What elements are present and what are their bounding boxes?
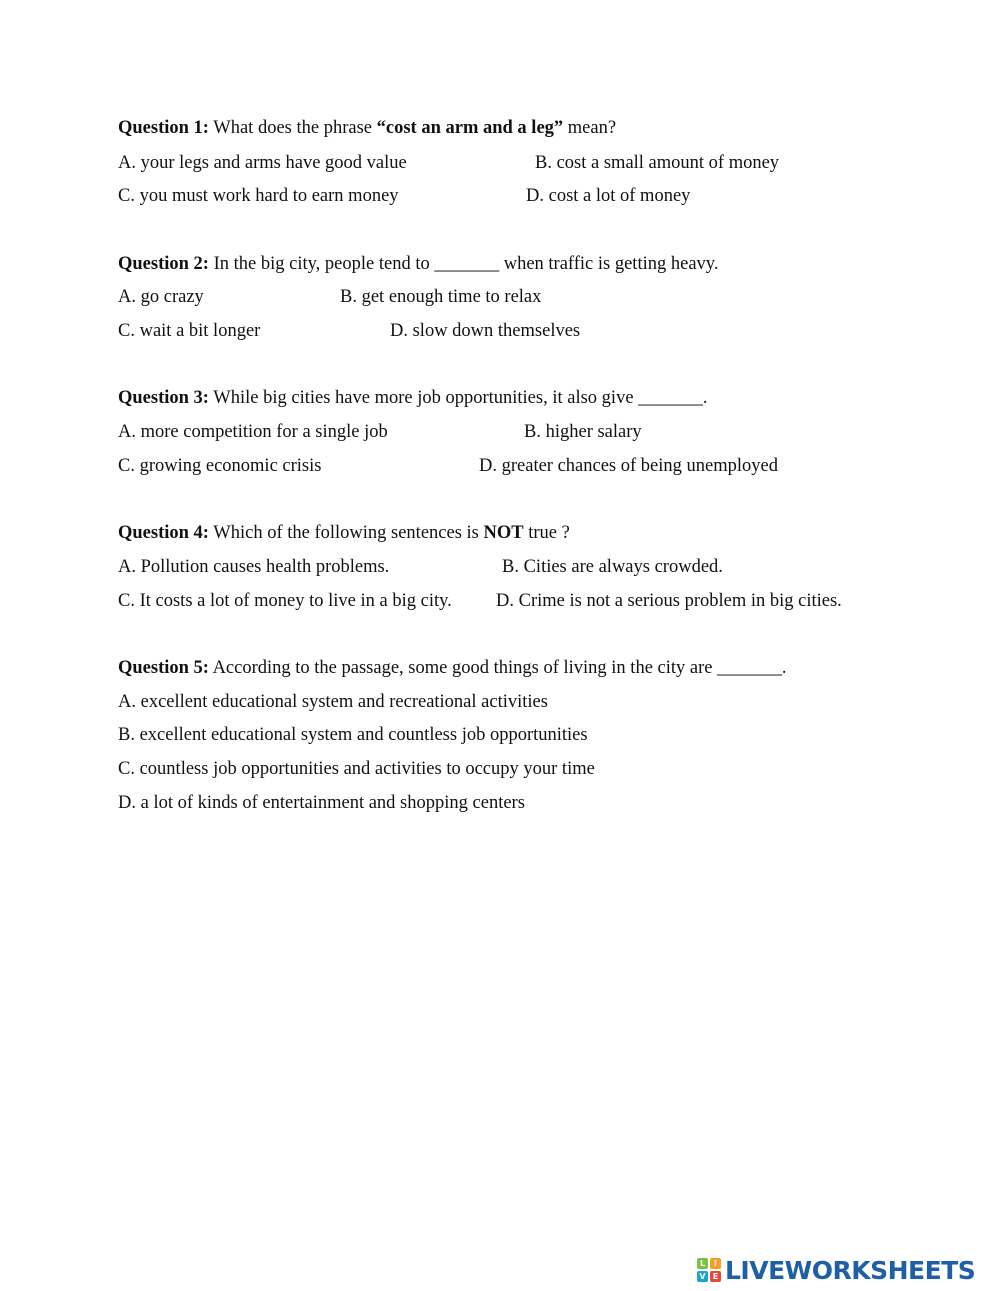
question-3-option-c[interactable]: C. growing economic crisis	[118, 456, 322, 476]
question-1-option-c[interactable]: C. you must work hard to earn money	[118, 186, 399, 206]
question-4-label: Question 4:	[118, 523, 209, 543]
question-5-stem	[118, 657, 786, 679]
liveworksheets-logo	[697, 1256, 975, 1284]
question-1-phrase: “cost an arm and a leg”	[376, 118, 564, 138]
logo-mark-letter-l: L	[697, 1258, 708, 1269]
question-1-option-b[interactable]: B. cost a small amount of money	[535, 153, 780, 173]
question-3-option-a[interactable]: A. more competition for a single job	[118, 422, 388, 442]
question-1-label: Question 1:	[118, 118, 209, 138]
question-3-option-b[interactable]: B. higher salary	[524, 422, 642, 442]
question-3-label: Question 3:	[118, 388, 209, 408]
question-4-option-d[interactable]: D. Crime is not a serious problem in big cities.	[496, 591, 842, 611]
question-4-stem	[118, 522, 570, 544]
question-4-option-c[interactable]: C. It costs a lot of money to live in a big city.	[118, 591, 452, 611]
question-5-text: According to the passage, some good things of living in the city are _______.	[208, 658, 787, 678]
question-2-option-b[interactable]: B. get enough time to relax	[340, 287, 542, 307]
question-2-option-a[interactable]: A. go crazy	[118, 287, 204, 307]
question-3-text: While big cities have more job opportunities, it also give _______.	[208, 388, 708, 408]
liveworksheets-logo-mark-icon	[697, 1258, 721, 1282]
logo-mark-letter-e: E	[710, 1271, 721, 1282]
logo-mark-letter-v: V	[697, 1271, 708, 1282]
question-2-label: Question 2:	[118, 254, 209, 274]
question-1-text-before: What does the phrase	[208, 118, 377, 138]
question-4-text-before: Which of the following sentences is	[208, 523, 484, 543]
question-3-stem	[118, 387, 708, 409]
question-5-option-a[interactable]: A. excellent educational system and recreational activities	[118, 692, 548, 712]
question-1-text-after: mean?	[563, 118, 617, 138]
question-4-text-after: true ?	[523, 523, 570, 543]
question-5-label: Question 5:	[118, 658, 209, 678]
question-5-option-c[interactable]: C. countless job opportunities and activities to occupy your time	[118, 759, 595, 779]
question-2-text: In the big city, people tend to _______ when traffic is getting heavy.	[208, 254, 719, 274]
question-2-option-c[interactable]: C. wait a bit longer	[118, 321, 261, 341]
question-4-not-emphasis: NOT	[483, 523, 524, 543]
logo-mark-letter-i: I	[710, 1258, 721, 1269]
question-5-option-d[interactable]: D. a lot of kinds of entertainment and shopping centers	[118, 793, 525, 813]
question-1-option-a[interactable]: A. your legs and arms have good value	[118, 153, 407, 173]
question-2-option-d[interactable]: D. slow down themselves	[390, 321, 581, 341]
question-2-stem	[118, 253, 718, 275]
question-4-option-b[interactable]: B. Cities are always crowded.	[502, 557, 723, 577]
liveworksheets-logo-text: LIVEWORKSHEETS	[725, 1255, 976, 1285]
question-1-option-d[interactable]: D. cost a lot of money	[526, 186, 691, 206]
question-1-stem	[118, 117, 616, 139]
question-4-option-a[interactable]: A. Pollution causes health problems.	[118, 557, 390, 577]
question-5-option-b[interactable]: B. excellent educational system and countless job opportunities	[118, 725, 588, 745]
question-3-option-d[interactable]: D. greater chances of being unemployed	[479, 456, 778, 476]
